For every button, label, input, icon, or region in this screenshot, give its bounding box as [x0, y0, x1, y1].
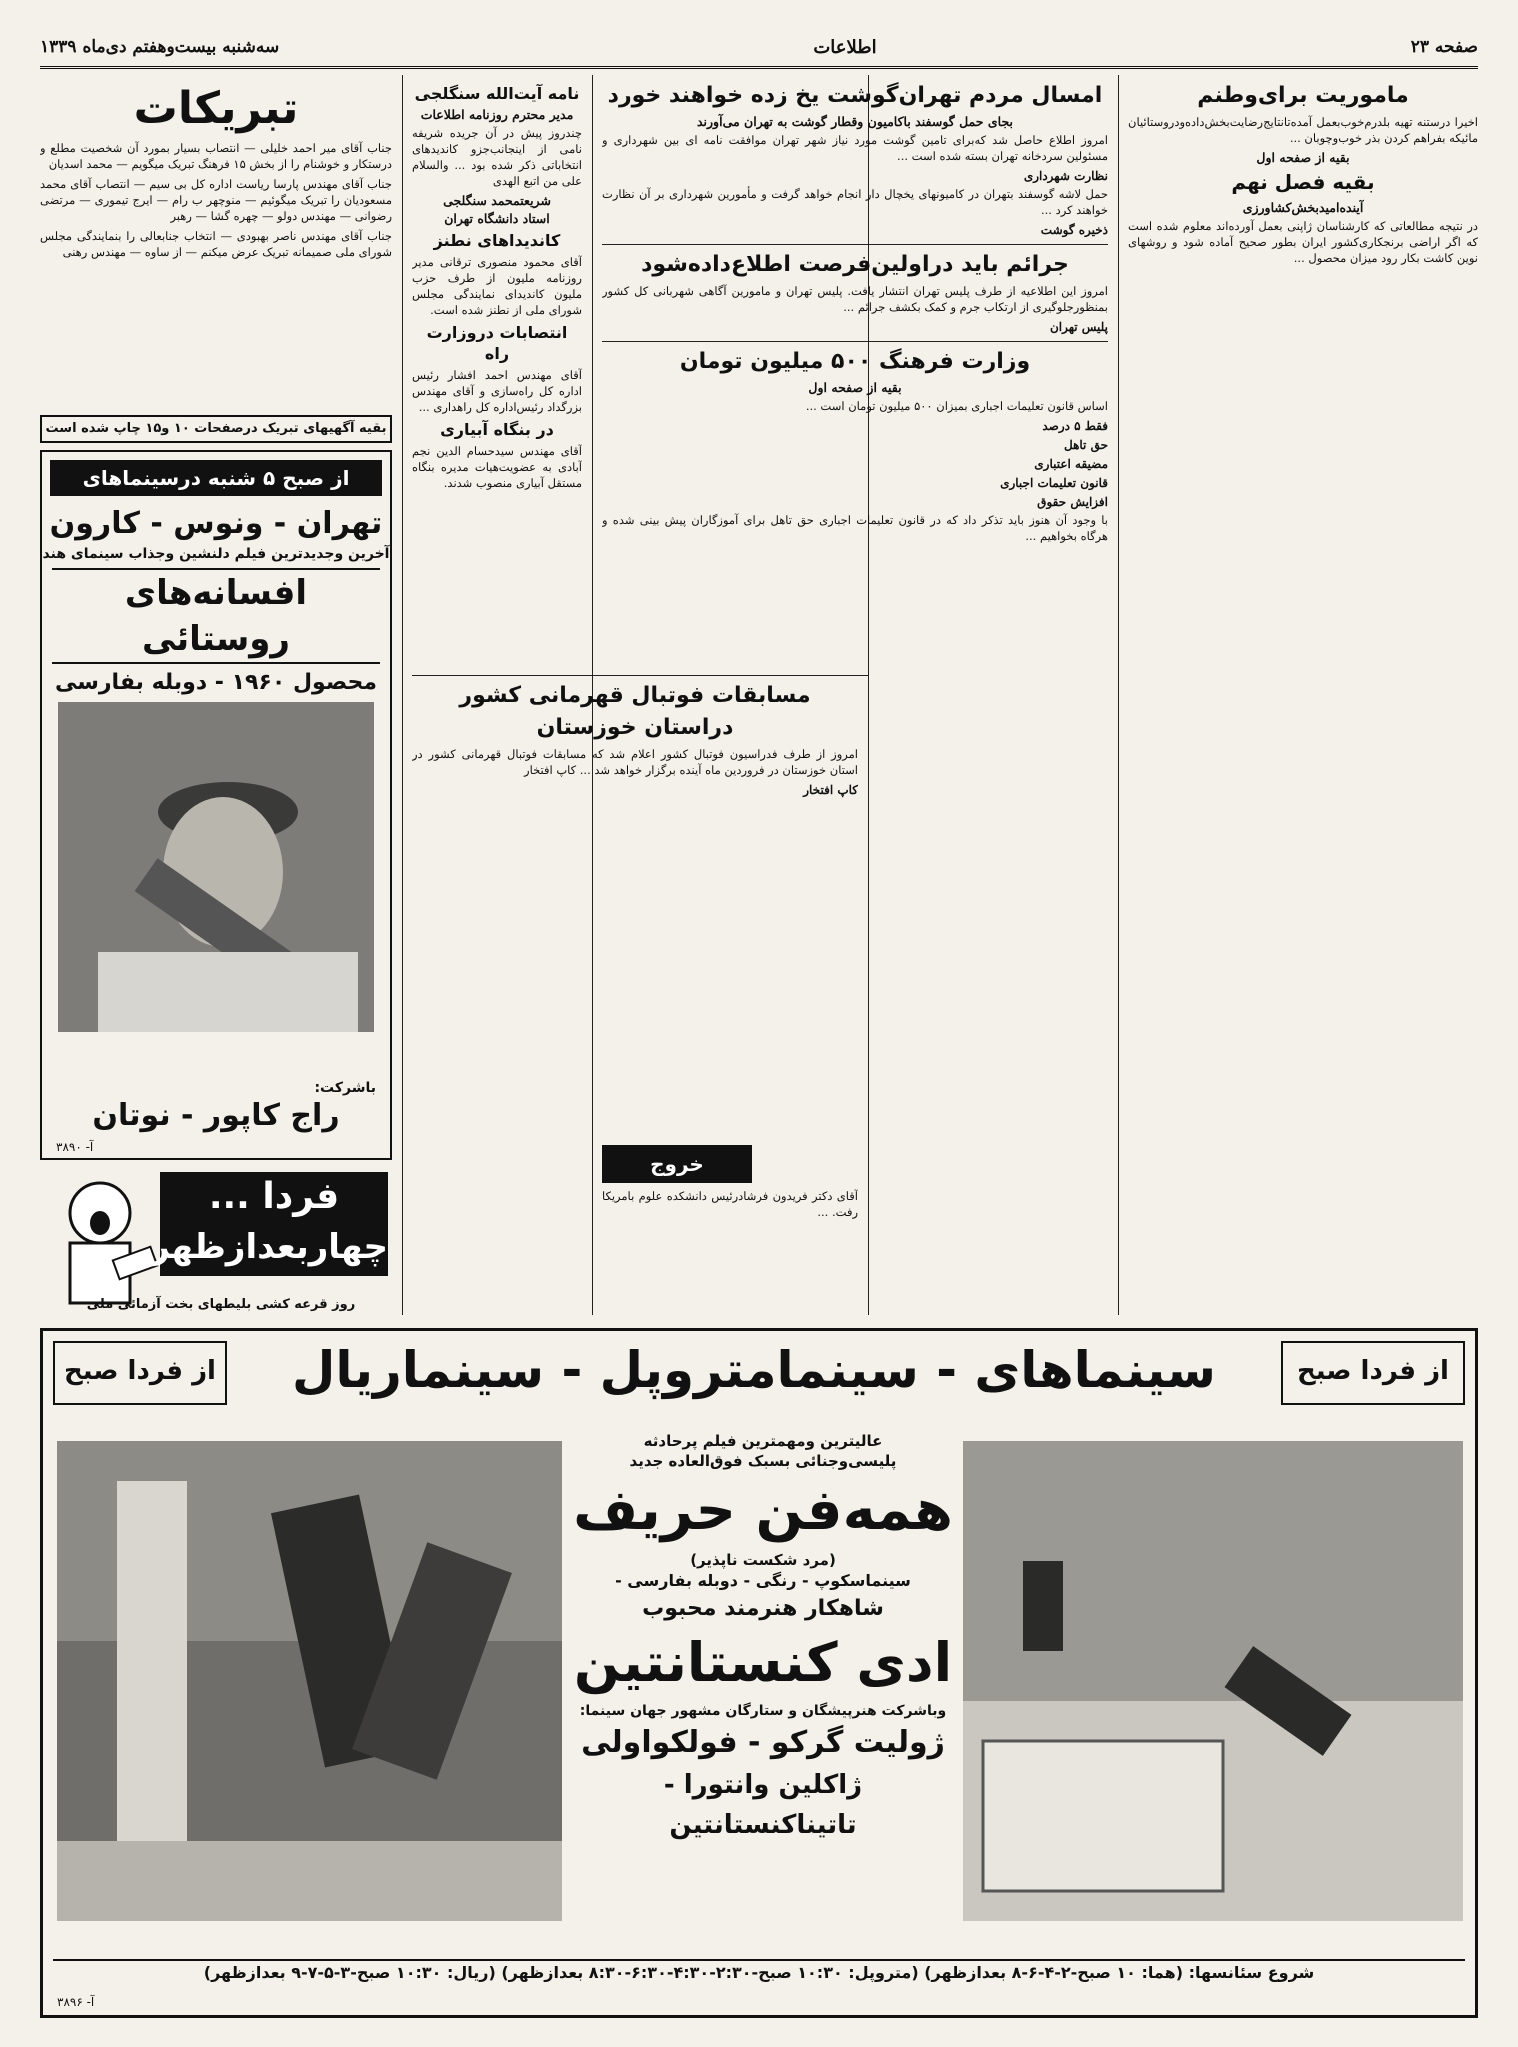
section-heading: مضیقه اعتباری — [1034, 457, 1108, 471]
cinema-ad-bottom — [40, 1328, 1478, 2018]
congrats-footer — [40, 415, 392, 443]
section-heading: حق تاهل — [1063, 438, 1108, 452]
article-title: نامه آیت‌الله سنگلجی — [414, 84, 580, 103]
lottery-line2: چهاربعدازظهر — [150, 1227, 388, 1267]
article-body: اساس قانون تعلیمات اجباری بمیزان ۵۰۰ میلیون تومان است ... — [805, 399, 1108, 413]
departures-label: خروج — [650, 1152, 704, 1176]
film-title: افسانه‌های روستائی — [52, 568, 380, 664]
section-heading: نظارت شهرداری — [1023, 169, 1108, 183]
article-body: امروز اطلاع حاصل شد که‌برای تامین گوشت مورد نیاز شهر تهران موافقت نامه ای بین شهرداری و مسئولین سردخانه تهران بسته شده است ... — [602, 133, 1108, 163]
cinema-ad-banner — [50, 460, 382, 496]
continued-label: بقیه از صفحه اول — [808, 380, 902, 395]
article-body: آقای محمود منصوری ترقانی مدیر روزنامه ملیون از طرف حزب ملیون کاندیدای نمایندگی مجلس شورای ملی از نطنز شده است. — [412, 255, 582, 317]
fight-scene-icon — [57, 1441, 562, 1921]
column-rule — [402, 75, 403, 1315]
paper-name: اطلاعات — [813, 36, 877, 58]
divider — [412, 675, 868, 676]
screening-schedule: شروع سئانسها: (هما: ۱۰ صبح-۲-۴-۶-۸ بعدازظهر) (متروپل: ۱۰:۳۰ صبح-۲:۳۰-۴:۳۰-۶:۳۰-۸:۳۰ بعدازظهر) (ریال: ۱۰:۳۰ صبح-۳-۵-۷-۹ بعدازظهر) — [53, 1959, 1465, 1985]
article-title: انتصابات دروزارت راه — [426, 323, 568, 363]
article-title-meat: امسال مردم تهران‌گوشت یخ زده خواهند خورد — [607, 83, 1103, 108]
article-title: کاندیداهای نطنز — [433, 231, 561, 250]
from-tomorrow-label: از فردا صبح — [1297, 1356, 1449, 1386]
congrats-item: جناب آقای مهندس ناصر بهبودی — انتخاب جنابعالی را بنمایندگی مجلس شورای ملی صمیمانه تبریک عرض میکنم — از ساوه — مهندس رهنی — [40, 229, 392, 259]
departures-banner — [602, 1145, 752, 1183]
section-heading: قانون تعلیمات اجباری — [1000, 476, 1108, 490]
cinema-names: تهران - ونوس - کارون — [49, 506, 383, 541]
cast-line1: ژولیت گرکو - فولکواولی — [581, 1725, 945, 1760]
article-body: امروز از طرف فدراسیون فوتبال کشور اعلام شد که مسابقات فوتبال قهرمانی کشور در استان خوزستان در فروردین ماه آینده برگزار خواهد شد ... کاپ افتخار — [412, 747, 858, 777]
cinema-ad-from: از صبح ۵ شنبه درسینماهای — [82, 466, 350, 490]
article-title: ماموریت برای‌وطنم — [1197, 83, 1409, 108]
film-still-right — [963, 1441, 1463, 1921]
film-info — [573, 1431, 953, 1845]
date-line: سه‌شنبه بیست‌وهفتم دی‌ماه ۱۳۳۹ — [40, 37, 280, 57]
congratulations-section — [40, 80, 392, 410]
lottery-ad — [40, 1168, 392, 1318]
article-body: چندروز پیش در آن جریده شریفه نامی از اینجانب‌جزو کاندیدهای انتخاباتی ذکر شده بود ... والسلام علی من اتبع الهدی — [412, 126, 582, 188]
ad-code: آ- ۳۸۹۰ — [56, 1140, 94, 1154]
signature-title: استاد دانشگاه تهران — [444, 211, 550, 226]
film-tagline2: پلیسی‌وجنائی بسبک فوق‌العاده جدید — [629, 1452, 897, 1470]
article-title-2: دراستان خوزستان — [536, 715, 734, 740]
article-title: مسابقات فوتبال قهرمانی کشور — [459, 683, 811, 708]
film-still-photo — [58, 702, 374, 1032]
page-number: صفحه ۲۳ — [1410, 37, 1478, 57]
from-tomorrow-right — [1281, 1341, 1465, 1405]
congratulations-title: تبریکات — [133, 83, 299, 134]
article-body: آقای دکتر فریدون فرشادرئیس دانشکده علوم بامریکا رفت. ... — [602, 1189, 858, 1219]
divider — [602, 244, 1108, 245]
section-heading: کاپ افتخار — [803, 783, 858, 797]
signature: پلیس تهران — [1049, 320, 1108, 334]
from-tomorrow-left — [53, 1341, 227, 1405]
cast-line2: ژاکلین وانتورا - تاتیناکنستانتین — [663, 1770, 863, 1840]
cast-intro: وباشرکت هنرپیشگان و ستارگان مشهور جهان سینما: — [579, 1703, 947, 1719]
hero-label: شاهکار هنرمند محبوب — [642, 1596, 884, 1621]
falling-man-icon — [963, 1441, 1463, 1921]
article-subtitle-meat: بجای حمل گوسفند باکامیون وقطار گوشت به تهران می‌آورند — [696, 114, 1013, 129]
film-tagline1: عالیترین ومهمترین فیلم پرحادثه — [643, 1432, 883, 1450]
page-header — [40, 28, 1478, 69]
cinema-ad-indian-film — [40, 450, 392, 1160]
lottery-ad-banner — [150, 1172, 388, 1276]
section-title: بقیه فصل نهم — [1231, 170, 1375, 194]
column-news — [412, 80, 582, 670]
film-still-left — [57, 1441, 562, 1921]
actor-portrait-icon — [58, 702, 374, 1032]
article-body: اخیرا درستنه تهیه بلدرم‌خوب‌بعمل آمده‌تانتایج‌رضایت‌بخش‌داده‌ودروستائیان مائیکه بفراهم کردن بذر خوب‌وچوبان ... — [1128, 115, 1478, 145]
article-subtitle: مدیر محترم روزنامه اطلاعات — [420, 107, 574, 122]
cinema-names-bottom: سینماهای - سینمامتروپل - سینماریال — [292, 1341, 1216, 1399]
ad-code: آ- ۳۸۹۶ — [57, 1995, 95, 2009]
congrats-footer-text: بقیه آگهیهای تبریک درصفحات ۱۰ و۱۵ چاپ شده است — [45, 421, 387, 436]
article-mission — [1128, 80, 1478, 1320]
article-football — [412, 680, 858, 1140]
from-tomorrow-label: از فردا صبح — [64, 1356, 216, 1386]
article-body: در نتیجه مطالعاتی که کارشناسان ژاپنی بعمل آورده‌اند معلوم شده است که اگر اراضی برنجکاری‌کشور ایران بطور صحیح آماده شود و روشهای نوین کاشت بکار رود میزان محصول ... — [1128, 219, 1478, 265]
congrats-item: جناب آقای میر احمد خلیلی — انتصاب بسیار بمورد آن شخصیت مطلع و درستکار و خوشنام را از بخش ۱۵ فرهنگ تبریک میگویم — محمد اسدیان — [40, 141, 392, 171]
film-stars: راج کاپور - نوتان — [92, 1098, 340, 1133]
film-title-bottom: همه‌فن حریف — [573, 1478, 953, 1543]
article-body: با وجود آن هنوز باید تذکر داد که در قانون تعلیمات اجباری حق تاهل برای آموزگاران پیش بینی شده و هرگاه بخواهیم ... — [602, 513, 1108, 543]
divider — [602, 341, 1108, 342]
lottery-caption: روز قرعه کشی بلیطهای بخت آزمائی ملی — [86, 1297, 356, 1312]
cast-with-label: باشرکت: — [314, 1080, 376, 1096]
section-heading: افزایش حقوق — [1037, 495, 1108, 509]
article-body: آقای مهندس احمد افشار رئیس اداره کل راه‌سازی و آقای مهندس بزرگداد رئیس‌اداره کل راهداری ... — [412, 368, 582, 414]
article-title-culture: وزارت فرهنگ ۵۰۰ میلیون تومان — [679, 349, 1031, 374]
section-subtitle: آینده‌امیدبخش‌کشاورزی — [1242, 200, 1364, 215]
column-rule — [1118, 75, 1119, 1315]
film-year: محصول ۱۹۶۰ - دوبله بفارسی — [55, 670, 377, 695]
article-body: امروز این اطلاعیه از طرف پلیس تهران انتشار یافت. پلیس تهران و مامورین آگاهی شهربانی کل کشور بمنظورجلوگیری از ارتکاب جرم و کمک بکشف جرائم ... — [602, 284, 1108, 314]
departures-news — [602, 1188, 858, 1318]
congrats-item: جناب آقای مهندس پارسا ریاست اداره کل بی سیم — انتصاب آقای محمد مسعودیان را تبریک میگوئیم — منوچهر ب رام — ایرج تیموری — مرتضی رضوانی — مهندس دولو — چهره گشا — رهبر — [40, 177, 392, 223]
section-heading: ذخیره گوشت — [1040, 223, 1108, 237]
cinema-ad-desc: آخرین وجدیدترین فیلم دلنشین وجذاب سینمای هند — [42, 546, 390, 562]
article-body: حمل لاشه گوسفند بتهران در کامیونهای یخچال دار انجام خواهد گرفت و مأمورین شهرداری بر آن نظارت خواهند کرد ... — [602, 187, 1108, 217]
continued-label: بقیه از صفحه اول — [1256, 150, 1350, 165]
signature: شریعتمحمد سنگلجی — [443, 193, 551, 208]
section-heading: فقط ۵ درصد — [1042, 419, 1108, 433]
film-format: سینماسکوپ - رنگی - دوبله بفارسی - — [615, 1571, 911, 1590]
article-title-crimes: جرائم باید دراولین‌فرصت اطلاع‌داده‌شود — [641, 252, 1069, 277]
article-title: در بنگاه آبیاری — [440, 420, 554, 439]
lottery-line1: فردا ... — [208, 1176, 340, 1217]
film-subtitle: (مرد شکست ناپذیر) — [690, 1551, 836, 1569]
hero-name: ادی کنستانتین — [573, 1631, 953, 1694]
article-body: آقای مهندس سیدحسام الدین نجم آبادی به عضویت‌هیات مدیره بنگاه مستقل آبیاری منصوب شدند. — [412, 444, 582, 490]
shouting-boy-icon — [40, 1168, 160, 1318]
